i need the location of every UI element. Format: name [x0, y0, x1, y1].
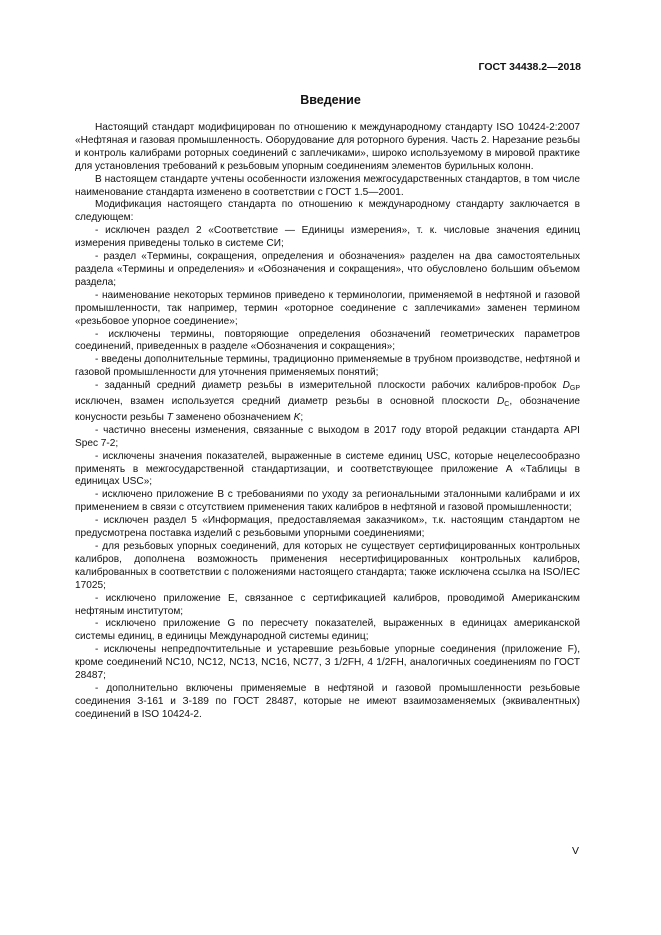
subscript-gp: GP	[569, 385, 580, 393]
paragraph: Модификация настоящего стандарта по отношению к международному стандарту заключается в следующем:	[75, 199, 580, 224]
paragraph: Настоящий стандарт модифицирован по отношению к международному стандарту ISO 10424-2:2007 «Нефтяная и газовая промышленность. Оборудование для роторного бурения. Часть 2. Нарезание резьбы и контроль калибрами роторных соединений с заплечиками», широко используемому в мировой практике для установления требований к резьбовым упорным соединениям элементов бурильных колонн.	[75, 122, 580, 172]
list-item: - раздел «Термины, сокращения, определения и обозначения» разделен на два самостоятельных раздела «Термины и определения» и «Обозначения и сокращения», что обусловлено большим объемом раздела;	[75, 251, 580, 288]
list-item: - исключены термины, повторяющие определения обозначений геометрических параметров соединений, приведенных в разделе «Обозначения и сокращения»;	[75, 328, 580, 353]
list-item: - исключен раздел 2 «Соответствие — Единицы измерения», т. к. числовые значения единиц измерения приведены только в системе СИ;	[75, 225, 580, 250]
list-item: - исключены значения показателей, выраженные в системе единиц USC, которые нецелесообразно применять в межгосударственной стандартизации, и соответствующее приложение А «Таблицы в единицах USC»;	[75, 450, 580, 488]
list-item: - исключен раздел 5 «Информация, предоставляемая заказчиком», т.к. настоящим стандартом не предусмотрена поставка изделий с резьбовыми упорными соединениями;	[75, 515, 580, 540]
list-item: - для резьбовых упорных соединений, для которых не существует сертифицированных контрольных калибров, дополнена возможность применения несертифицированных контрольных калибров, калиброванных в соответствии с положениями настоящего стандарта; также исключена ссылка на ISO/IEC 17025;	[75, 541, 580, 591]
list-item: - исключено приложение Е, связанное с сертификацией калибров, проводимой Американским нефтяным институтом;	[75, 592, 580, 617]
list-item-dgp	[75, 380, 580, 425]
list-item: - дополнительно включены применяемые в нефтяной и газовой промышленности резьбовые соединения З-161 и З-189 по ГОСТ 28487, которые не имеют взаимозаменяемых (эквивалентных) соединений в ISO 10424-2.	[75, 682, 580, 720]
list-item: - исключено приложение В с требованиями по уходу за региональными эталонными калибрами и их применением в связи с отсутствием применения таких калибров в нефтяной и газовой промышленности;	[75, 489, 580, 514]
list-item: - исключены непредпочтительные и устаревшие резьбовые упорные соединения (приложение F), кроме соединений NC10, NC12, NC13, NC16, NC77, 3 1/2FH, 4 1/2FH, аналогичных соединениям по ГОСТ 28487;	[75, 644, 580, 682]
list-item: - исключено приложение G по пересчету показателей, выраженных в единицах американской системы единиц, в единицы Международной системы единиц;	[75, 618, 580, 643]
body-text	[75, 122, 580, 722]
symbol-t: T	[166, 411, 173, 423]
text-run: , обозначение конусности резьбы	[75, 396, 580, 423]
paragraph: В настоящем стандарте учтены особенности изложения межгосударственных стандартов, в том числе наименование стандарта изменено в соответствии с ГОСТ 1.5—2001.	[75, 173, 580, 198]
section-title: Введение	[300, 93, 361, 107]
symbol-d: D	[562, 380, 570, 392]
text-run: - заданный средний диаметр резьбы в измерительной плоскости рабочих калибров-пробок	[95, 380, 563, 392]
standard-number: ГОСТ 34438.2—2018	[478, 61, 581, 73]
subscript-c: C	[504, 401, 510, 409]
page-number: V	[571, 845, 579, 857]
text-run: ;	[300, 411, 304, 423]
symbol-d: D	[496, 396, 505, 408]
list-item: - частично внесены изменения, связанные с выходом в 2017 году второй редакции стандарта API Spec 7-2;	[75, 424, 580, 449]
list-item: - введены дополнительные термины, традиционно применяемые в трубном производстве, нефтяной и газовой промышленности для уточнения применяемых понятий;	[75, 354, 580, 379]
list-item: - наименование некоторых терминов приведено к терминологии, применяемой в нефтяной и газовой промышленности, так например, термин «роторное соединение с заплечиками» заменен термином «резьбовое упорное соединение»;	[75, 289, 580, 327]
symbol-k: K	[293, 411, 301, 423]
text-run: исключен, взамен используется средний диаметр резьбы в основной плоскости	[75, 396, 497, 408]
text-run: заменено обозначением	[172, 411, 294, 423]
